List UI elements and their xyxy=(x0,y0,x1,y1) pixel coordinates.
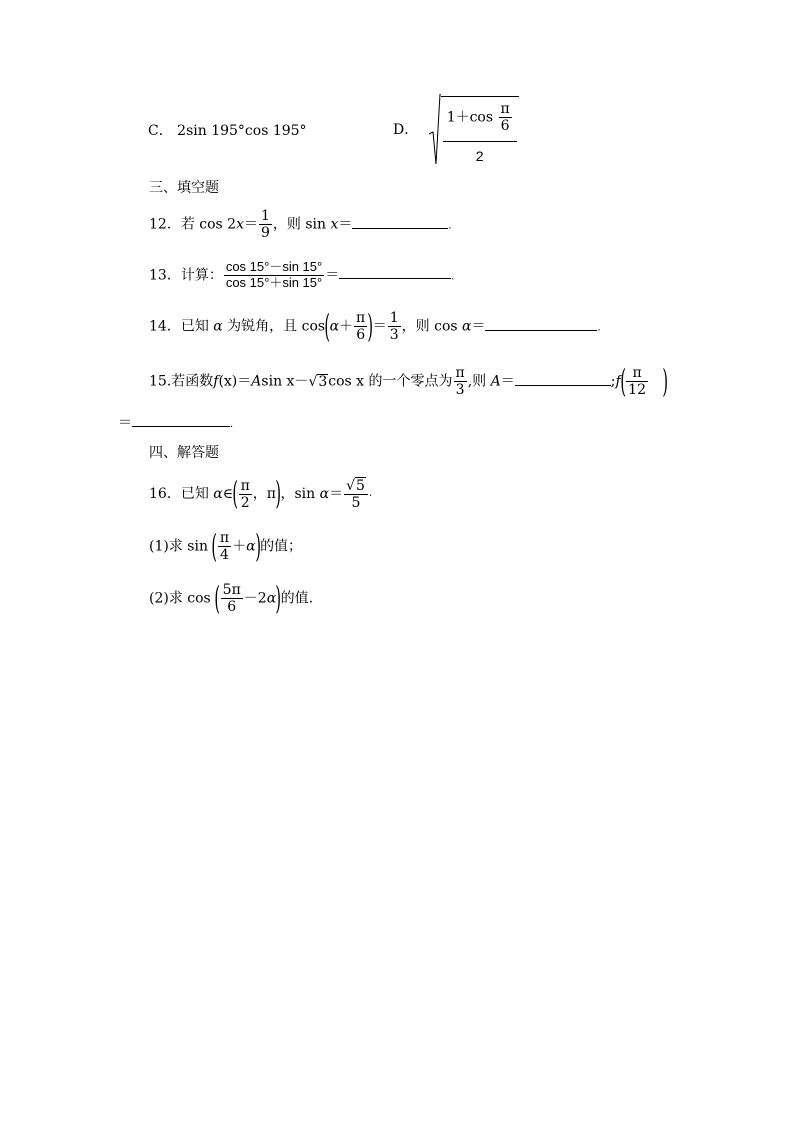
radicand: 5 xyxy=(356,478,365,494)
q16-sin: ，sin xyxy=(280,486,320,503)
func-f: f xyxy=(213,373,219,390)
left-paren: ( xyxy=(211,526,218,565)
pi-over-6 xyxy=(499,101,512,134)
numerator: 1 xyxy=(260,208,270,224)
minus-two: －2 xyxy=(243,590,267,607)
equals: ＝ xyxy=(325,267,340,284)
equals: ＝ xyxy=(118,415,132,431)
right-paren: ) xyxy=(367,306,374,345)
six: 6 xyxy=(500,118,510,135)
q12-then: ，则 sin xyxy=(272,216,331,233)
answer-blank[interactable] xyxy=(515,384,611,386)
option-d xyxy=(393,94,519,166)
radical-icon xyxy=(429,94,441,166)
period: . xyxy=(230,419,234,430)
left-paren: ( xyxy=(324,306,331,345)
option-d-numerator-text: 1＋cos xyxy=(446,109,494,126)
pi-symbol: π xyxy=(626,365,648,382)
sqrt-expression xyxy=(429,94,519,166)
q12-fraction xyxy=(259,208,272,241)
q15-cosx: cos x 的一个零点为 xyxy=(328,373,453,390)
numerator: 5π xyxy=(222,582,241,598)
answer-blank[interactable] xyxy=(132,425,230,427)
pi-symbol: π xyxy=(240,477,250,494)
answer-blank[interactable] xyxy=(352,227,448,229)
question-14 xyxy=(149,306,601,345)
answer-blank[interactable] xyxy=(339,277,451,279)
option-d-label: D． xyxy=(393,122,419,138)
part-1-label: (1)求 sin xyxy=(149,538,213,555)
var-a: A xyxy=(251,373,262,390)
comma: ， xyxy=(252,486,267,503)
q15-label: 15.若函数 xyxy=(149,373,214,390)
denominator: 12 xyxy=(628,382,646,399)
pi-over-4 xyxy=(218,530,231,563)
left-paren: ( xyxy=(214,578,221,617)
right-paren: ) xyxy=(662,361,669,400)
left-paren: ( xyxy=(620,361,626,400)
numerator: 1 xyxy=(389,310,399,326)
denominator: 5 xyxy=(351,495,361,512)
denominator: 2 xyxy=(240,494,250,511)
pi-symbol: π xyxy=(500,101,510,118)
right-paren: ) xyxy=(275,578,282,617)
denominator: 3 xyxy=(455,382,465,399)
denominator: 3 xyxy=(389,327,399,344)
option-d-denominator: 2 xyxy=(475,147,484,164)
sqrt3: √3 xyxy=(308,374,328,391)
period: . xyxy=(448,220,452,232)
pi-symbol: π xyxy=(219,530,230,546)
question-16 xyxy=(149,474,373,513)
numerator: cos 15°－sin 15° xyxy=(225,259,323,274)
numerator: √5 xyxy=(344,477,368,495)
alpha: α xyxy=(329,318,340,335)
question-15 xyxy=(149,361,669,400)
denominator: cos 15°＋sin 15° xyxy=(225,274,323,290)
period: . xyxy=(451,271,455,283)
semicolon: ; xyxy=(610,373,616,390)
denominator: 6 xyxy=(227,599,237,616)
section-3-heading: 三、填空题 xyxy=(149,180,219,196)
5pi-over-6 xyxy=(221,582,243,615)
option-c-expr: 2sin 195°cos 195° xyxy=(177,123,307,139)
alpha: α xyxy=(266,590,277,607)
var-x: x xyxy=(330,216,339,233)
pi-over-12 xyxy=(626,365,648,398)
equals: ＝ xyxy=(500,373,515,390)
equals: ＝ xyxy=(372,318,387,335)
alpha: α xyxy=(319,486,330,503)
question-16-part-2 xyxy=(149,578,314,617)
right-paren: ) xyxy=(275,474,282,513)
func-f: f xyxy=(615,373,621,390)
option-c-label: C． xyxy=(148,123,173,139)
equals: ＝ xyxy=(243,216,258,233)
q16-label: 16．已知 xyxy=(149,486,214,503)
root5-over-5 xyxy=(344,477,368,511)
question-12 xyxy=(149,208,452,241)
alpha: α xyxy=(213,318,223,335)
pi-symbol: π xyxy=(455,365,465,381)
option-c xyxy=(148,124,307,138)
six: 6 xyxy=(356,327,366,344)
alpha: α xyxy=(462,318,472,335)
one-third xyxy=(388,310,401,343)
pi-over-6 xyxy=(354,310,367,343)
question-15-continued xyxy=(118,416,233,430)
q15-fx: (x)＝ xyxy=(218,373,252,390)
question-13 xyxy=(149,260,454,291)
pi-symbol: π xyxy=(266,486,276,503)
q15-then: ,则 xyxy=(467,373,491,390)
element-of: ∈ xyxy=(222,486,234,503)
part-2-label: (2)求 cos xyxy=(149,590,216,607)
plus: ＋ xyxy=(339,318,354,335)
section-4-heading: 四、解答题 xyxy=(149,445,219,461)
period: . xyxy=(368,488,373,500)
q13-label: 13．计算： xyxy=(149,267,223,284)
pi-over-3 xyxy=(454,365,467,398)
equals: ＝ xyxy=(338,216,353,233)
right-paren: ) xyxy=(255,526,261,565)
q14-label: 14．已知 xyxy=(149,318,214,335)
q13-fraction xyxy=(224,260,324,291)
alpha: α xyxy=(213,486,223,503)
option-d-fraction xyxy=(443,97,517,163)
radicand: 3 xyxy=(318,374,328,391)
left-paren: ( xyxy=(232,474,239,513)
q12-label: 12．若 cos 2 xyxy=(149,216,237,233)
var-a: A xyxy=(490,373,501,390)
alpha: α xyxy=(246,538,256,555)
q14-mid: 为锐角，且 cos xyxy=(222,318,326,335)
denominator: 9 xyxy=(260,225,270,242)
period: . xyxy=(597,322,601,334)
pi-symbol: π xyxy=(356,310,366,326)
question-16-part-1 xyxy=(149,526,303,565)
q14-then: ，则 cos xyxy=(401,318,463,335)
part-1-tail: 的值； xyxy=(260,538,303,555)
var-x: x xyxy=(236,216,244,233)
plus: ＋ xyxy=(232,538,247,555)
q15-sinx: sin x－ xyxy=(261,373,309,390)
answer-blank[interactable] xyxy=(485,329,597,331)
denominator: 4 xyxy=(220,547,229,564)
equals: ＝ xyxy=(471,318,486,335)
equals: ＝ xyxy=(329,486,344,503)
pi-over-2 xyxy=(239,478,252,511)
part-2-tail: 的值. xyxy=(280,590,314,607)
